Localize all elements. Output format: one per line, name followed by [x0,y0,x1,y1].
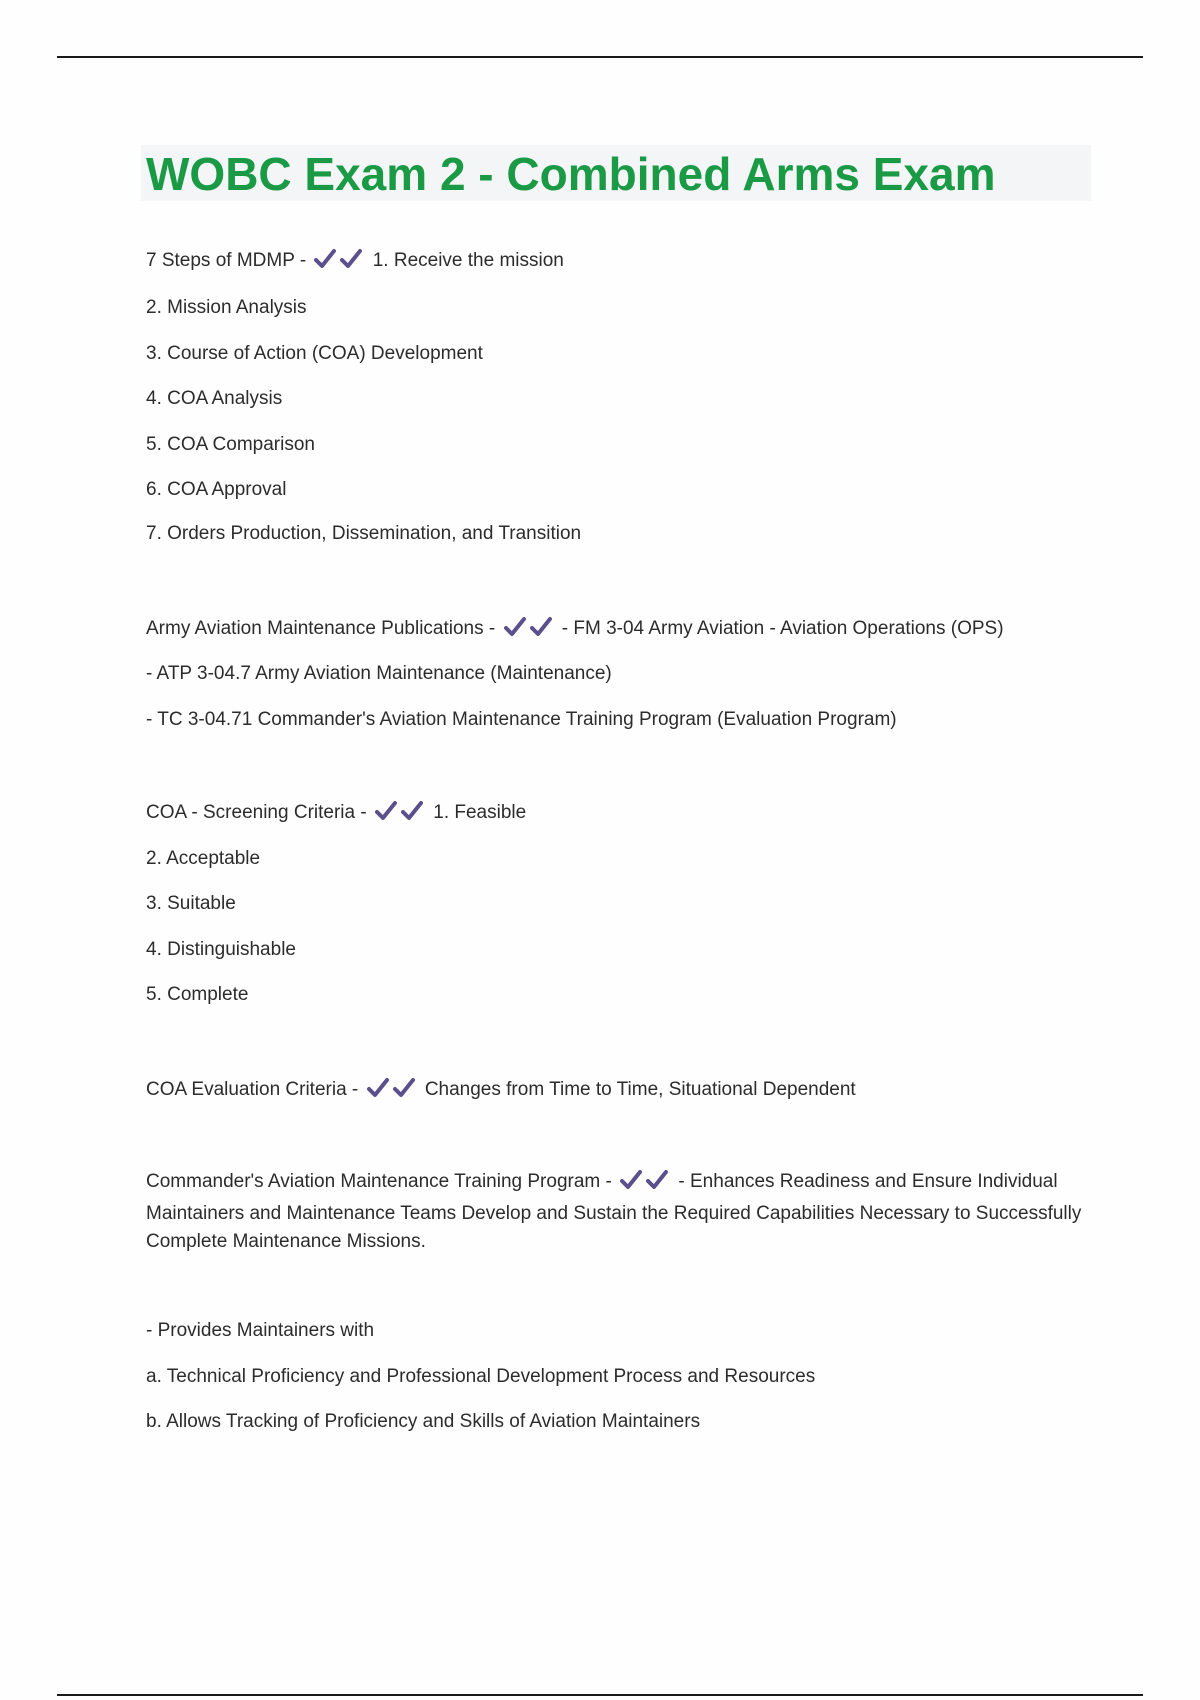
answer-text: 1. Feasible [433,802,527,823]
page-title: WOBC Exam 2 - Combined Arms Exam [146,148,996,200]
qa-question [146,800,526,830]
answer-line: - ATP 3-04.7 Army Aviation Maintenance (Maintenance) [146,663,612,684]
qa-question [146,616,1004,646]
question-term: COA Evaluation Criteria - [146,1079,359,1100]
bottom-rule [57,1694,1143,1696]
answer-line: 5. Complete [146,984,249,1005]
question-term: Commander's Aviation Maintenance Training Program - [146,1171,612,1192]
top-rule [57,56,1143,58]
answer-line: 3. Course of Action (COA) Development [146,343,483,364]
double-check-icon [619,1169,671,1200]
answer-text: - FM 3-04 Army Aviation - Aviation Operations (OPS) [561,618,1004,639]
answer-line: 6. COA Approval [146,479,287,500]
answer-line: 5. COA Comparison [146,434,315,455]
answer-line: 2. Mission Analysis [146,297,307,318]
question-term: 7 Steps of MDMP - [146,250,307,271]
answer-line: 7. Orders Production, Dissemination, and Transition [146,523,582,544]
answer-line: 2. Acceptable [146,848,261,869]
qa-question [146,248,564,278]
answer-text: 1. Receive the mission [372,250,564,271]
answer-text: - Enhances Readiness and Ensure Individual Maintainers and Maintenance Teams Develop and Sustain the Required Capabilities Necessary to Successfully Complete Maintenance Missions. [146,1171,1082,1252]
double-check-icon [503,616,555,646]
answer-line: - TC 3-04.71 Commander's Aviation Maintenance Training Program (Evaluation Program) [146,709,897,730]
double-check-icon [374,800,426,830]
answer-line: - Provides Maintainers with [146,1320,375,1341]
answer-line: 4. COA Analysis [146,388,283,409]
question-term: Army Aviation Maintenance Publications - [146,618,496,639]
answer-line: 3. Suitable [146,893,236,914]
double-check-icon [366,1077,418,1107]
qa-question [146,1077,856,1107]
answer-text: Changes from Time to Time, Situational Dependent [424,1079,856,1100]
answer-line: a. Technical Proficiency and Professional Development Process and Resources [146,1366,816,1387]
question-term: COA - Screening Criteria - [146,802,367,823]
answer-line: 4. Distinguishable [146,939,296,960]
double-check-icon [313,248,365,278]
answer-line: b. Allows Tracking of Proficiency and Skills of Aviation Maintainers [146,1411,701,1432]
qa-question [146,1168,1096,1256]
